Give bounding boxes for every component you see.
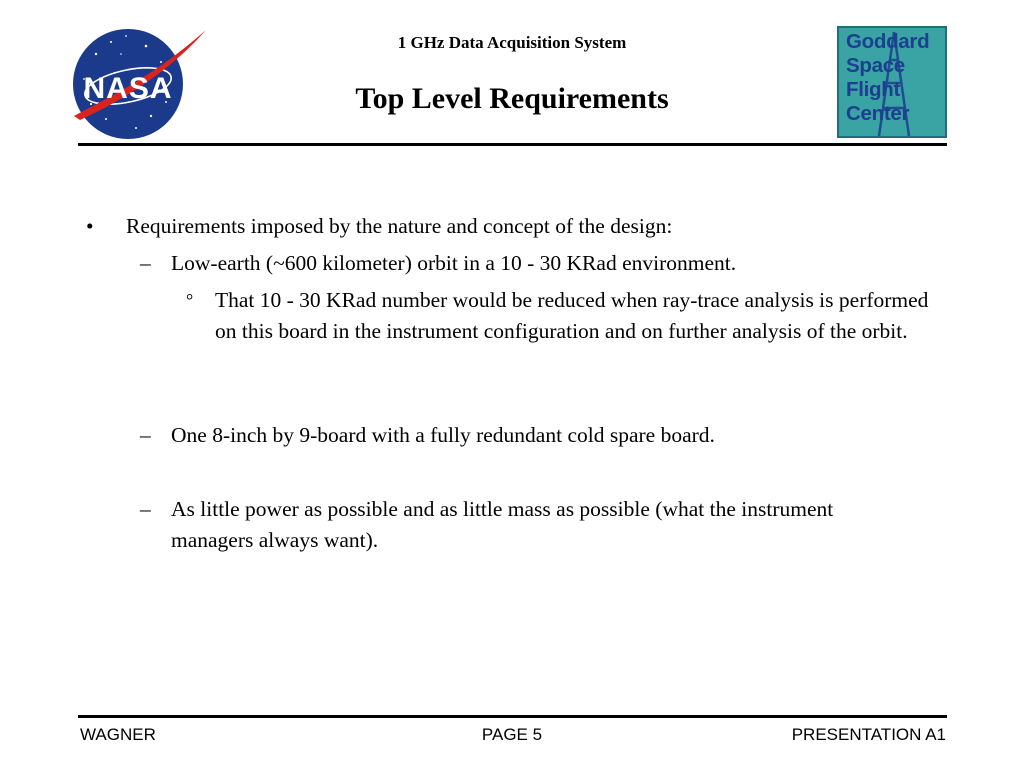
bullet-level3-krad-note: [186, 285, 946, 347]
nasa-logo-text: NASA: [83, 72, 173, 105]
goddard-logo-line: Flight: [846, 78, 900, 101]
page-title: Top Level Requirements: [355, 82, 669, 115]
goddard-logo-line: Goddard: [846, 30, 930, 53]
goddard-logo-line: Space: [846, 54, 905, 77]
bullet-text: That 10 - 30 KRad number would be reduced when ray-trace analysis is performed on this board in the instrument configuration and on further analysis of the orbit.: [215, 288, 929, 343]
dash-marker: –: [140, 497, 151, 521]
dash-marker: –: [140, 251, 151, 275]
bullet-text: Requirements imposed by the nature and concept of the design:: [126, 214, 673, 238]
goddard-logo-line: Center: [846, 102, 910, 125]
degree-marker: °: [186, 290, 194, 310]
system-title: 1 GHz Data Acquisition System: [397, 33, 627, 52]
footer-page-number: PAGE 5: [481, 725, 543, 744]
bullet-level2-power: [140, 494, 860, 556]
bullet-text: One 8-inch by 9-board with a fully redundant cold spare board.: [171, 423, 715, 447]
footer-author: WAGNER: [80, 725, 156, 744]
dash-marker: –: [140, 423, 151, 447]
header-divider: [78, 143, 947, 146]
bullet-level1: [86, 211, 946, 242]
bullet-marker: •: [86, 214, 94, 238]
bullet-level2-board: [140, 420, 940, 451]
bullet-level2-orbit: [140, 248, 940, 279]
footer-presentation-id: PRESENTATION A1: [791, 725, 946, 744]
bullet-text: As little power as possible and as little mass as possible (what the instrument managers always want).: [171, 497, 834, 552]
footer-divider: [78, 715, 947, 718]
goddard-logo: [837, 26, 947, 138]
bullet-text: Low-earth (~600 kilometer) orbit in a 10 - 30 KRad environment.: [171, 251, 737, 275]
